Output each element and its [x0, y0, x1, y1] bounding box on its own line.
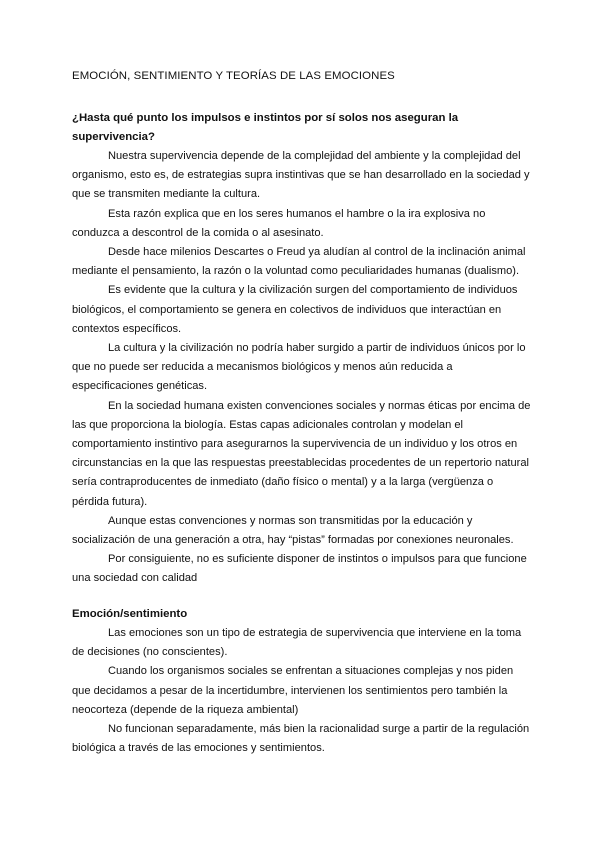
- paragraph: La cultura y la civilización no podría haber surgido a partir de individuos únicos por lo que no puede ser reducida a mecanismos biológicos y menos aún reducida a especificaciones genéticas.: [72, 342, 526, 393]
- paragraph: Nuestra supervivencia depende de la complejidad del ambiente y la complejidad del organismo, esto es, de estrategias supra instintivas que se han desarrollado en la sociedad y que se transmiten mediante la cultura.: [72, 150, 530, 201]
- paragraph: Es evidente que la cultura y la civilización surgen del comportamiento de individuos biológicos, el comportamiento se genera en colectivos de individuos que interactúan en contextos específicos.: [72, 284, 518, 335]
- paragraph: Desde hace milenios Descartes o Freud ya aludían al control de la inclinación animal mediante el pensamiento, la razón o la voluntad como peculiaridades humanas (dualismo).: [72, 246, 526, 278]
- section-heading: ¿Hasta qué punto los impulsos e instintos por sí solos nos aseguran la supervivencia?: [72, 112, 459, 143]
- paragraph: Cuando los organismos sociales se enfrentan a situaciones complejas y nos piden que decidamos a pesar de la incertidumbre, intervienen los sentimientos pero también la neocorteza (depende de la riqueza ambiental): [72, 665, 514, 716]
- paragraph: Esta razón explica que en los seres humanos el hambre o la ira explosiva no conduzca a descontrol de la comida o al asesinato.: [72, 207, 486, 239]
- paragraph: Por consiguiente, no es suficiente disponer de instintos o impulsos para que funcione una sociedad con calidad: [72, 553, 527, 585]
- paragraph: Las emociones son un tipo de estrategia de supervivencia que interviene en la toma de decisiones (no conscientes).: [72, 627, 522, 659]
- section-heading: Emoción/sentimiento: [72, 608, 188, 620]
- paragraph: Aunque estas convenciones y normas son transmitidas por la educación y socialización de una generación a otra, hay “pistas” formadas por conexiones neuronales.: [72, 514, 514, 547]
- section-emotion-feeling: [72, 605, 532, 758]
- section-survival: [72, 109, 532, 589]
- document-title: EMOCIÓN, SENTIMIENTO Y TEORÍAS DE LAS EMOCIONES: [72, 70, 395, 82]
- paragraph: No funcionan separadamente, más bien la racionalidad surge a partir de la regulación biológica a través de las emociones y sentimientos.: [72, 723, 530, 755]
- paragraph: En la sociedad humana existen convenciones sociales y normas éticas por encima de las que proporciona la biología. Estas capas adicionales controlan y modelan el comportamiento instintivo para asegurarnos la supervivencia de un individuo y los otros en circunstancias en la que las respuestas preestablecidas procedentes de un repertorio natural sería contraproducentes de inmediato (daño físico o mental) y a la larga (vergüenza o pérdida futura).: [72, 399, 531, 508]
